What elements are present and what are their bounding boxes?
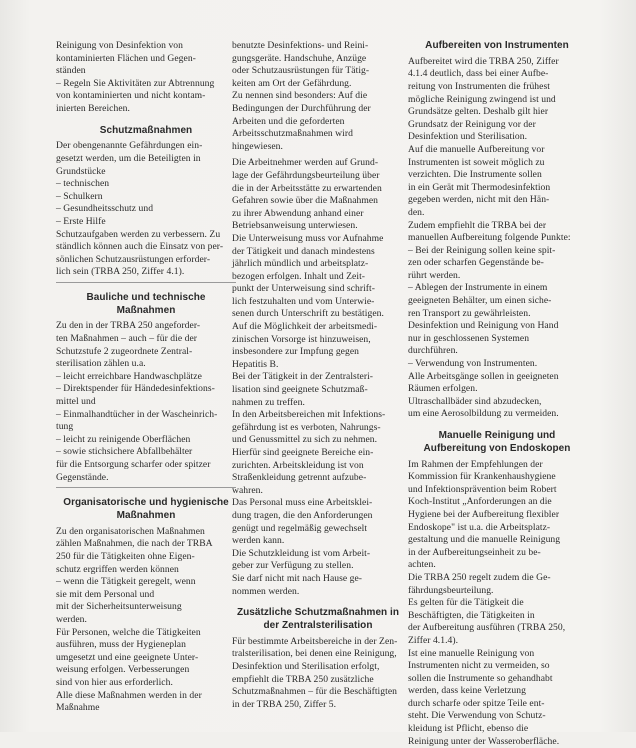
text-line: lich festzuhalten und vom Unterwie- xyxy=(232,295,375,307)
text-line: Die TRBA 250 regelt zudem die Ge- xyxy=(408,571,551,583)
text-line: wahren. xyxy=(232,484,263,496)
text-line: Das Personal muss eine Arbeitsklei- xyxy=(232,497,373,509)
text-line: werden, dass keine Verletzung xyxy=(408,685,526,697)
text-line: Zu nennen sind besonders: Auf die xyxy=(232,90,368,102)
text-line: durchführen. xyxy=(408,345,458,357)
text-line: 4.1.4 deutlich, dass bei einer Aufbe- xyxy=(408,68,549,80)
text-line: manuellen Aufbereitung folgende Punkte: xyxy=(408,232,571,244)
text-line: Instrumenten nicht zu vermeiden, so xyxy=(408,660,550,672)
text-line: – Gesundheitsschutz und xyxy=(56,203,154,215)
text-line: rührt werden. xyxy=(408,269,461,281)
text-line: Die Schutzkleidung ist vom Arbeit- xyxy=(232,547,371,559)
text-line: werden. xyxy=(56,613,87,625)
text-line: sollen die Instrumente so gehandhabt xyxy=(408,672,553,684)
text-line: Zudem empfiehlt die TRBA bei der xyxy=(408,219,547,231)
text-line: – sowie stichsichere Abfallbehälter xyxy=(56,446,193,458)
text-line: Sie darf nicht mit nach Hause ge- xyxy=(232,572,363,584)
text-line: Ist eine manuelle Reinigung von xyxy=(408,647,535,659)
text-line: zu ihrer Abwendung anhand einer xyxy=(232,207,364,219)
text-line: gungsgeräte. Handschuhe, Anzüge xyxy=(232,52,367,64)
text-line: Endoskope" ist u.a. die Arbeitsplatz- xyxy=(408,521,551,533)
text-line: von kontaminierten und nicht kontam- xyxy=(56,90,206,102)
text-line: Reinigung unter der Wasseroberfläche. xyxy=(408,735,560,747)
text-line: und Infektionsprävention beim Robert xyxy=(408,483,557,495)
text-line: Hepatitis B. xyxy=(232,358,279,370)
text-line: lisation sind geeignete Schutzmaß- xyxy=(232,384,368,396)
text-line: Desinfektion und Sterilisation. xyxy=(408,131,528,143)
text-line: Straßenkleidung getrennt aufzube- xyxy=(232,472,367,484)
text-line: Grundsätze gelten. Deshalb gilt hier xyxy=(408,106,549,118)
text-line: genügt und regelmäßig gewechselt xyxy=(232,522,368,534)
text-line: – Direktspender für Händedesinfektions- xyxy=(56,383,215,395)
text-line: oder Schutzausrüstungen für Tätig- xyxy=(232,65,370,77)
text-line: nahmen zu treffen. xyxy=(232,396,305,408)
text-line: der Tätigkeit und danach mindestens xyxy=(232,245,375,257)
text-line: mögliche Reinigung zwingend ist und xyxy=(408,93,556,105)
text-line: sönlichen Schutzausrüstungen erforder- xyxy=(56,253,211,265)
text-line: mittel und xyxy=(56,396,96,408)
text-line: für die Entsorgung scharfer oder spitzer xyxy=(56,459,211,471)
text-line: Gefahren sowie über die Maßnahmen xyxy=(232,195,379,207)
text-line: achten. xyxy=(408,559,436,571)
text-line: Desinfektion und Reinigung von Hand xyxy=(408,320,559,332)
text-line: zurichten. Arbeitskleidung ist von xyxy=(232,459,364,471)
text-line: Koch-Institut „Anforderungen an die xyxy=(408,496,552,508)
text-line: punkt der Unterweisung sind schrift- xyxy=(232,283,376,295)
text-line: Auf die manuelle Aufbereitung vor xyxy=(408,143,545,155)
paragraph-block xyxy=(232,157,404,598)
text-line: Instrumenten ist soweit möglich zu xyxy=(408,156,545,168)
text-column-2 xyxy=(232,40,404,711)
text-line: – Erste Hilfe xyxy=(56,215,106,227)
text-line: Desinfektion und Sterilisation erfolgt, xyxy=(232,660,380,672)
text-line: – leicht zu reinigende Oberflächen xyxy=(56,433,191,445)
text-line: Auf die Möglichkeit der arbeitsmedi- xyxy=(232,321,378,333)
text-line: die in der Arbeitsstätte zu erwartenden xyxy=(232,182,382,194)
text-line: jährlich mündlich und arbeitsplatz- xyxy=(232,258,369,270)
text-line: Für Personen, welche die Tätigkeiten xyxy=(56,626,201,638)
text-column-3 xyxy=(408,40,586,748)
text-line: Ziffer 4.1.4). xyxy=(408,634,459,646)
text-line: Die Arbeitnehmer werden auf Grund- xyxy=(232,157,379,169)
paragraph-block xyxy=(408,459,586,748)
text-line: Zu den organisatorischen Maßnahmen xyxy=(56,525,205,537)
text-line: Arbeitsschutzmaßnahmen wird hingewiesen. xyxy=(232,128,353,152)
text-line: Für bestimmte Arbeitsbereiche in der Zen- xyxy=(232,635,398,647)
text-line: inierten Bereichen. xyxy=(56,102,130,114)
text-line: gefährdung ist es verboten, Nahrungs- xyxy=(232,421,381,433)
text-line: – Bei der Reinigung sollen keine spit- xyxy=(408,244,556,256)
section-heading: Bauliche und technische Maßnahmen xyxy=(86,291,206,316)
text-line: ausführen, muss der Hygieneplan xyxy=(56,639,186,651)
text-line: fährdungsbeurteilung. xyxy=(408,584,494,596)
text-line: Ultraschallbäder sind abzudecken, xyxy=(408,395,542,407)
text-line: Die Unterweisung muss vor Aufnahme xyxy=(232,232,384,244)
text-line: Bei der Tätigkeit in der Zentralsteri- xyxy=(232,371,374,383)
text-line: kleidung ist Pflicht, ebenso die xyxy=(408,723,529,735)
text-line: zen oder scharfen Gegenstände be- xyxy=(408,257,544,269)
text-line: benutzte Desinfektions- und Reini- xyxy=(232,40,369,51)
text-line: Aufbereitet wird die TRBA 250, Ziffer xyxy=(408,55,559,67)
paragraph-block xyxy=(56,526,236,715)
text-line: umgesetzt und eine geeignete Unter- xyxy=(56,651,199,663)
text-line: ren Transport zu gewährleisten. xyxy=(408,307,531,319)
text-line: In den Arbeitsbereichen mit Infektions- xyxy=(232,409,386,421)
text-line: verzichten. Die Instrumente sollen xyxy=(408,169,542,181)
text-line: den. xyxy=(408,206,425,218)
section-heading: Manuelle Reinigung und Aufbereitung von Endoskopen xyxy=(423,430,571,454)
text-line: Der obengenannte Gefährdungen ein- xyxy=(56,140,203,152)
paragraph-block xyxy=(408,56,586,421)
divider xyxy=(56,487,236,488)
text-line: in der Aufbereitungseinheit zu be- xyxy=(408,546,541,558)
text-line: sie mit dem Personal und xyxy=(56,588,155,600)
text-line: reitung von Instrumenten die frühest xyxy=(408,80,550,92)
paragraph-block xyxy=(56,320,236,484)
text-line: bezogen erfolgen. Inhalt und Zeit- xyxy=(232,270,366,282)
text-line: gegeben werden, nicht mit den Hän- xyxy=(408,194,550,206)
text-line: um eine Aerosolbildung zu vermeiden. xyxy=(408,408,559,420)
text-line: Alle Arbeitsgänge sollen in geeigneten xyxy=(408,370,559,382)
text-line: – Regeln Sie Aktivitäten zur Abtrennung xyxy=(56,77,215,89)
text-line: – Verwendung von Instrumenten. xyxy=(408,358,538,370)
text-line: keiten am Ort der Gefährdung. xyxy=(232,77,352,89)
text-line: sind von hier aus erforderlich. xyxy=(56,676,173,688)
text-line: tralsterilisation, bei denen eine Reinigung, xyxy=(232,648,397,660)
text-line: – Schulkern xyxy=(56,190,103,202)
text-line: senen durch Unterschrift zu bestätigen. xyxy=(232,308,384,320)
text-line: Arbeiten und die geforderten xyxy=(232,115,345,127)
text-line: insbesondere zur Impfung gegen xyxy=(232,346,359,358)
text-line: Grundsatz der Reinigung vor der xyxy=(408,118,536,130)
text-line: Bedingungen der Durchführung der xyxy=(232,102,371,114)
text-line: nommen werden. xyxy=(232,585,300,597)
text-line: dung tragen, die den Anforderungen xyxy=(232,509,373,521)
text-line: steht. Die Verwendung von Schutz- xyxy=(408,710,546,722)
text-line: – leicht erreichbare Handwaschplätze xyxy=(56,370,202,382)
text-line: tung xyxy=(56,421,74,433)
text-line: Grundstücke xyxy=(56,165,106,177)
section-heading: Zusätzliche Schutzmaßnahmen in der Zentralsterilisation xyxy=(236,607,400,631)
text-line: in ein Gerät mit Thermodesinfektion xyxy=(408,181,551,193)
text-line: Zu den in der TRBA 250 angeforder- xyxy=(56,320,201,332)
text-line: mit der Sicherheitsunterweisung xyxy=(56,601,182,613)
text-line: Hierfür sind geeignete Bereiche ein- xyxy=(232,447,374,458)
text-line: Gegenstände. xyxy=(56,471,109,483)
text-line: Hygiene bei der Aufbereitung flexibler xyxy=(408,508,560,520)
paragraph-block xyxy=(56,140,236,279)
text-line: lich sein (TRBA 250, Ziffer 4.1). xyxy=(56,266,185,278)
text-line: sterilisation zählen u.a. xyxy=(56,358,146,370)
section-heading: Schutzmaßnahmen xyxy=(99,124,193,136)
text-line: – technischen xyxy=(56,178,110,190)
text-line: Alle diese Maßnahmen werden in der Maßnahme xyxy=(56,689,202,714)
paragraph-block xyxy=(56,40,236,116)
text-line: Schutzmaßnahmen – für die Beschäftigten xyxy=(232,686,397,698)
text-line: zählen Maßnahmen, die nach der TRBA xyxy=(56,538,213,550)
text-line: Es gelten für die Tätigkeit die xyxy=(408,597,524,609)
section-heading: Aufbereiten von Instrumenten xyxy=(425,40,569,51)
text-line: Im Rahmen der Empfehlungen der xyxy=(408,458,543,470)
text-line: geeigneten Behälter, um einen siche- xyxy=(408,295,552,307)
text-line: gestaltung und die manuelle Reinigung xyxy=(408,534,561,546)
text-line: – Ablegen der Instrumente in einem xyxy=(408,282,548,294)
text-line: Betriebsanweisung unterwiesen. xyxy=(232,220,358,232)
text-line: ständen xyxy=(56,65,86,77)
text-line: der Aufbereitung ausführen (TRBA 250, xyxy=(408,622,566,634)
paragraph-block xyxy=(232,40,404,153)
text-line: ständlich können auch die Einsatz von per- xyxy=(56,241,224,253)
text-line: kontaminierten Flächen und Gegen- xyxy=(56,52,196,64)
text-line: Räumen erfolgen. xyxy=(408,383,478,395)
section-heading: Organisatorische und hygienische Maßnahmen xyxy=(63,497,229,521)
text-line: in der TRBA 250, Ziffer 5. xyxy=(232,698,337,710)
text-line: und Genussmittel zu sich zu nehmen. xyxy=(232,434,378,446)
text-column-1 xyxy=(56,40,236,715)
paragraph-block xyxy=(232,636,404,712)
text-line: zinischen Vorsorge ist hinzuweisen, xyxy=(232,333,371,345)
text-line: gesetzt werden, um die Beteiligten in xyxy=(56,152,201,164)
text-line: durch scharfe oder spitze Teile ent- xyxy=(408,697,545,709)
text-line: nur in geschlossenen Systemen xyxy=(408,332,530,344)
text-line: – Einmalhandtücher in der Wascheinrich- xyxy=(56,408,218,420)
text-line: lage der Gefährdungsbeurteilung über xyxy=(232,169,380,181)
text-line: Reinigung von Desinfektion von xyxy=(56,40,184,51)
text-line: Kommission für Krankenhaushygiene xyxy=(408,471,556,483)
text-line: Schutzstufe 2 zugeordnete Zentral- xyxy=(56,345,193,357)
text-line: werden kann. xyxy=(232,535,285,547)
text-line: geber zur Verfügung zu stellen. xyxy=(232,560,354,572)
text-line: schutz ergriffen werden können xyxy=(56,563,179,575)
text-line: empfiehlt die TRBA 250 zusätzliche xyxy=(232,673,374,685)
text-line: Beschäftigten, die Tätigkeiten in xyxy=(408,609,535,621)
text-line: 250 für die Tätigkeiten ohne Eigen- xyxy=(56,550,195,562)
text-line: – wenn die Tätigkeit geregelt, wenn xyxy=(56,576,196,588)
divider xyxy=(56,282,236,283)
text-line: Schutzaufgaben werden zu verbessern. Zu xyxy=(56,228,221,240)
text-line: ten Maßnahmen – auch – für die der xyxy=(56,333,198,345)
text-line: weisung erfolgen. Verbesserungen xyxy=(56,664,190,676)
